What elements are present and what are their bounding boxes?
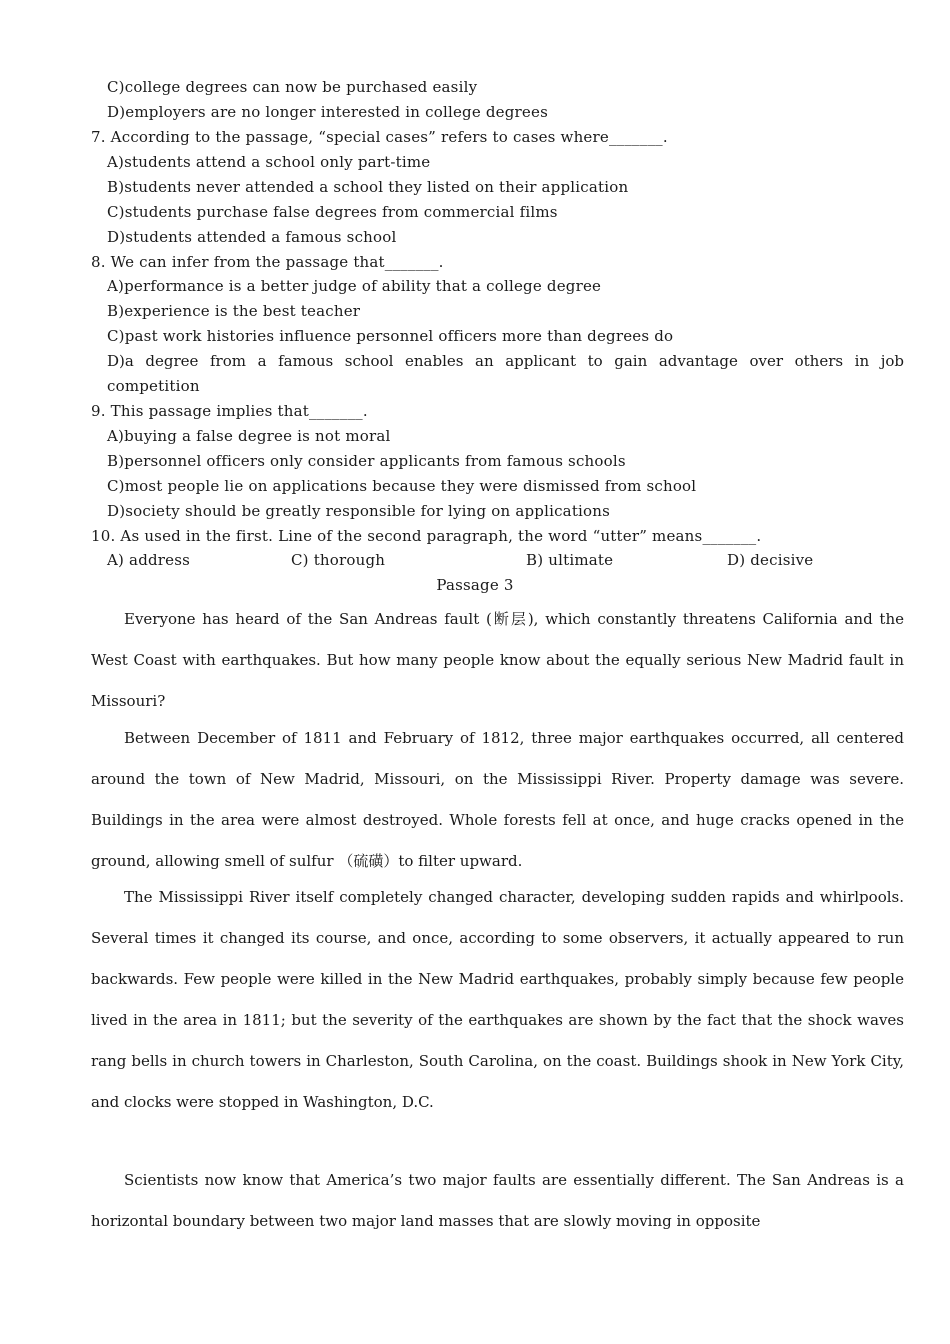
q10-option-b: B) ultimate [526,551,614,569]
q7-option-b: B)students never attended a school they listed on their application [107,178,629,196]
passage-title: Passage 3 [436,576,514,594]
passage-paragraph-3: The Mississippi River itself completely changed character, developing sudden rapids and whirlpools. Several times it changed its course, and once, according to some observers, it actually appeared to run backwards. Few people were killed in the New Madrid earthquakes, probably simply because few people lived in the area in 1811; but the severity of the earthquakes are shown by the fact that the shock waves rang bells in church towers in Charleston, South Carolina, on the coast. Buildings shook in New York City, and clocks were stopped in Washington, D.C. [91,888,904,1111]
q7-option-a: A)students attend a school only part-time [107,153,431,171]
passage-paragraph-4: Scientists now know that America’s two major faults are essentially different. The San Andreas is a horizontal boundary between two major land masses that are slowly moving in opposite [91,1171,904,1230]
q9-option-b: B)personnel officers only consider applicants from famous schools [107,452,626,470]
q8-stem: 8. We can infer from the passage that_______. [91,253,444,271]
q7-option-c: C)students purchase false degrees from commercial films [107,203,558,221]
q8-option-d-continued: competition [107,377,200,395]
q10-option-a: A) address [107,551,191,569]
q10-option-c: C) thorough [291,551,386,569]
q9-option-d: D)society should be greatly responsible for lying on applications [107,502,611,520]
q10-stem: 10. As used in the first. Line of the second paragraph, the word “utter” means_______. [91,527,762,545]
q6-option-d: D)employers are no longer interested in college degrees [107,103,548,121]
passage-paragraph-2: Between December of 1811 and February of 1812, three major earthquakes occurred, all centered around the town of New Madrid, Missouri, on the Mississippi River. Property damage was severe. Buildings in the area were almost destroyed. Whole forests fell at once, and huge cracks opened in the ground, allowing smell of sulfur （硫磺）to filter upward. [91,729,904,870]
q8-option-d: D)a degree from a famous school enables an applicant to gain advantage over others in job [107,352,904,370]
q8-option-b: B)experience is the best teacher [107,302,361,320]
q8-option-a: A)performance is a better judge of ability that a college degree [107,277,602,295]
q6-option-c: C)college degrees can now be purchased easily [107,78,478,96]
passage-paragraph-1: Everyone has heard of the San Andreas fault (断层), which constantly threatens California and the West Coast with earthquakes. But how many people know about the equally serious New Madrid fault in Missouri? [91,610,904,710]
q9-option-a: A)buying a false degree is not moral [107,427,391,445]
q9-stem: 9. This passage implies that_______. [91,402,368,420]
q8-option-c: C)past work histories influence personnel officers more than degrees do [107,327,674,345]
q10-option-d: D) decisive [727,551,814,569]
q7-option-d: D)students attended a famous school [107,228,397,246]
q7-stem: 7. According to the passage, “special cases” refers to cases where_______. [91,128,668,146]
q9-option-c: C)most people lie on applications because they were dismissed from school [107,477,697,495]
